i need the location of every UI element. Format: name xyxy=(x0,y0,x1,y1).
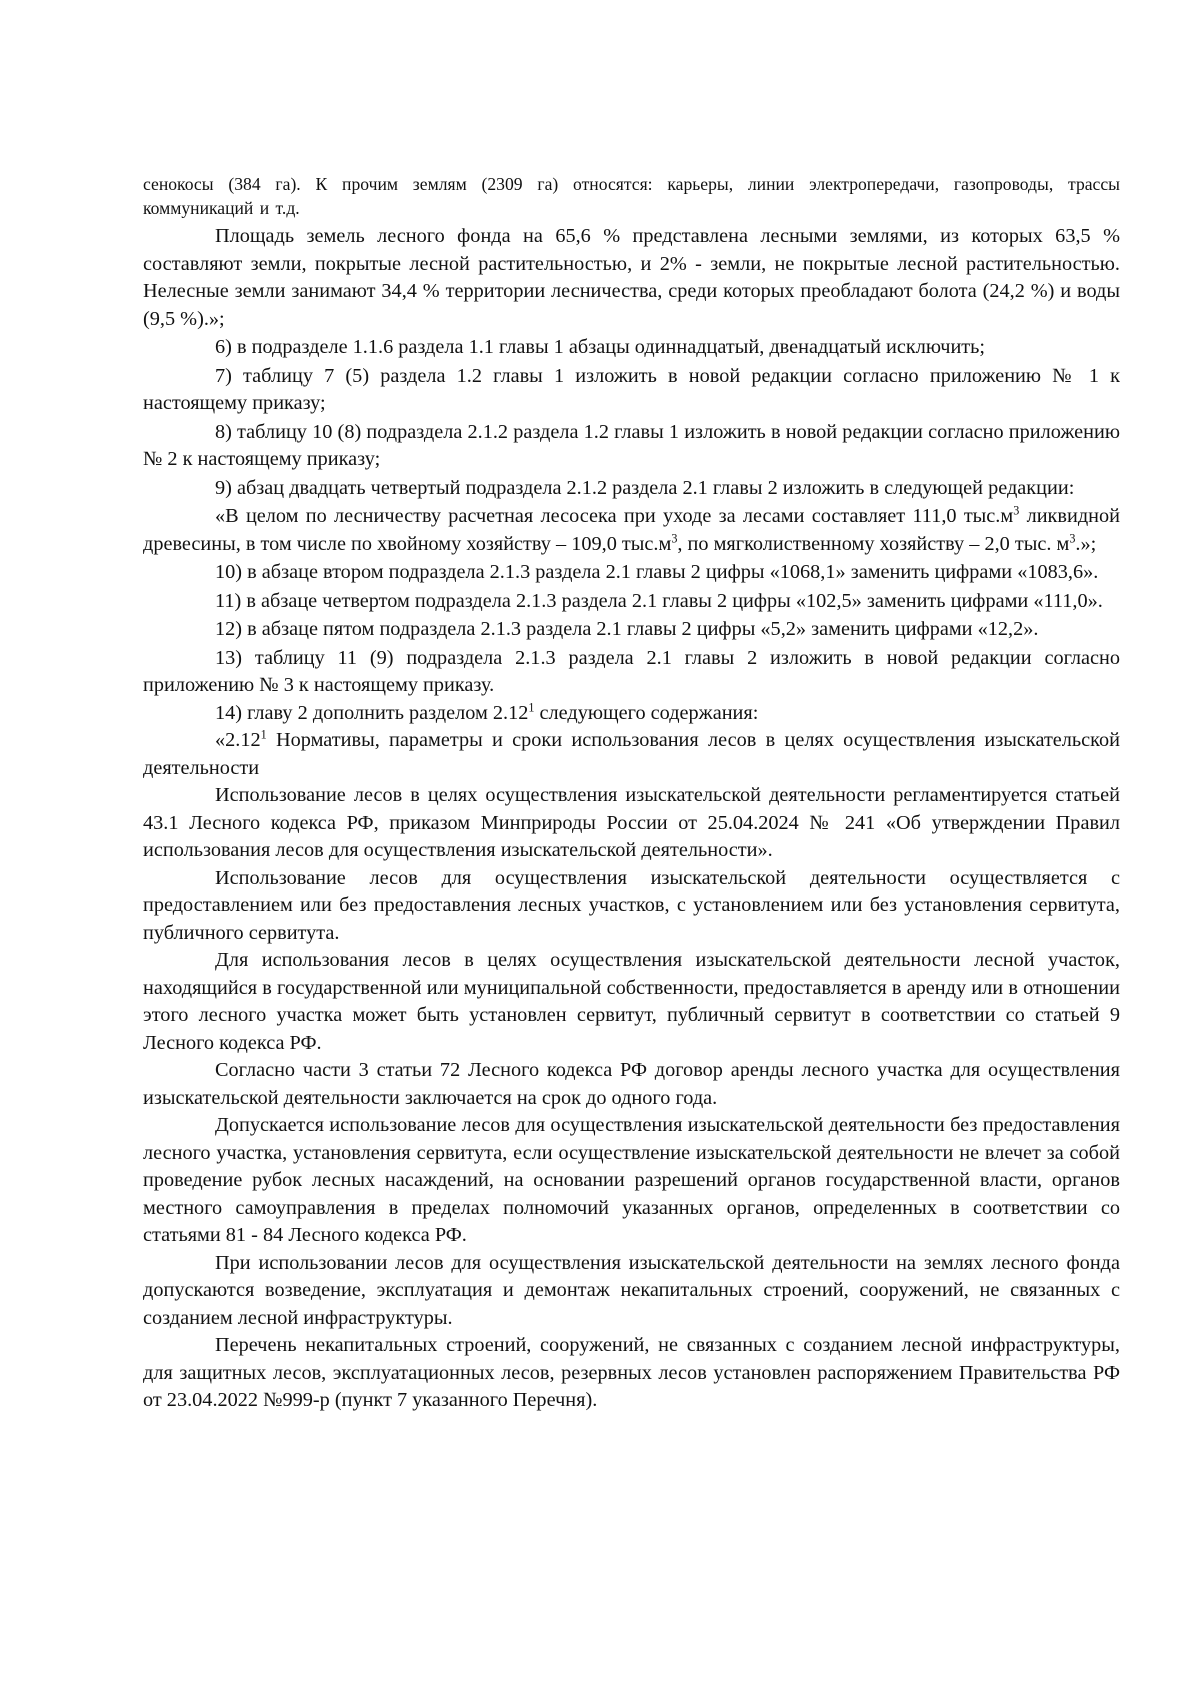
section-heading-number: «2.12 xyxy=(215,729,261,751)
superscript-cubic-3: 3 xyxy=(1069,531,1076,546)
paragraph-structures-list: Перечень некапитальных строений, сооружений, не связанных с созданием лесной инфраструктуры, для защитных лесов, эксплуатационных лесов, резервных лесов установлен распоряжением Правительства РФ от 23.04.2022 №999-р (пункт 7 указанного Перечня). xyxy=(143,1334,1120,1411)
paragraph-item-6: 6) в подразделе 1.1.6 раздела 1.1 главы 1 абзацы одиннадцатый, двенадцатый исключить; xyxy=(215,336,986,358)
paragraph-regulation: Использование лесов в целях осуществления изыскательской деятельности регламентируется статьей 43.1 Лесного кодекса РФ, приказом Минприроды России от 25.04.2024 № 241 «Об утверждении Правил использования лесов для осуществления изыскательской деятельности». xyxy=(143,784,1120,861)
paragraph-without-provision: Допускается использование лесов для осуществления изыскательской деятельности без предоставления лесного участка, установления сервитута, если осуществление изыскательской деятельности не влечет за собой проведение рубок лесных насаждений, на основании разрешений органов государственной власти, органов местного самоуправления в пределах полномочий указанных органов, определенных в соответствии со статьями 81 - 84 Лесного кодекса РФ. xyxy=(143,1114,1120,1246)
section-heading-2-12-1 xyxy=(143,727,1120,782)
superscript-cubic-1: 3 xyxy=(1013,503,1020,518)
paragraph-item-9: 9) абзац двадцать четвертый подраздела 2.1.2 раздела 2.1 главы 2 изложить в следующей редакции: xyxy=(215,476,1075,499)
paragraph-item-8: 8) таблицу 10 (8) подраздела 2.1.2 раздела 1.2 главы 1 изложить в новой редакции согласно приложению № 2 к настоящему приказу; xyxy=(143,420,1120,470)
paragraph-item-10: 10) в абзаце втором подраздела 2.1.3 раздела 2.1 главы 2 цифры «1068,1» заменить цифрами «1083,6». xyxy=(215,561,1099,583)
paragraph-hayfields-other-lands: сенокосы (384 га). К прочим землям (2309 га) относятся: карьеры, линии электропередачи, газопроводы, трассы коммуникаций и т.д. xyxy=(143,174,1120,218)
superscript-cubic-2: 3 xyxy=(671,531,678,546)
paragraph-item-12: 12) в абзаце пятом подраздела 2.1.3 раздела 2.1 главы 2 цифры «5,2» заменить цифрами «12,2». xyxy=(215,618,1039,640)
paragraph-item-7: 7) таблицу 7 (5) раздела 1.2 главы 1 изложить в новой редакции согласно приложению № 1 к настоящему приказу; xyxy=(143,364,1120,414)
superscript-heading-number: 1 xyxy=(260,727,267,742)
paragraph-lease: Для использования лесов в целях осуществления изыскательской деятельности лесной участок, находящийся в государственной или муниципальной собственности, предоставляется в аренду или в отношении этого лесного участка может быть установлен сервитут, публичный сервитут в соответствии со статьей 9 Лесного кодекса РФ. xyxy=(143,949,1120,1054)
item-14-text-a: 14) главу 2 дополнить разделом 2.12 xyxy=(215,701,529,724)
superscript-section-number: 1 xyxy=(528,700,535,715)
paragraph-land-area: Площадь земель лесного фонда на 65,6 % представлена лесными землями, из которых 63,5 % составляют земли, покрытые лесной растительностью, и 2% - земли, не покрытые лесной растительностью. Нелесные земли занимают 34,4 % территории лесничества, среди которых преобладают болота (24,2 %) и воды (9,5 %).»; xyxy=(143,225,1120,330)
cutting-volume-text-a: «В целом по лесничеству расчетная лесосека при уходе за лесами составляет 111,0 тыс.м xyxy=(215,505,1014,527)
paragraph-item-11: 11) в абзаце четвертом подраздела 2.1.3 раздела 2.1 главы 2 цифры «102,5» заменить цифрами «111,0». xyxy=(215,589,1103,612)
cutting-volume-text-c: , по мягколиственному хозяйству – 2,0 тыс. м xyxy=(677,532,1070,555)
item-14-text-b: следующего содержания: xyxy=(534,701,759,724)
cutting-volume-text-b: ликвидной древесины, в том числе по хвойному хозяйству – 109,0 тыс.м xyxy=(143,505,1120,555)
paragraph-non-capital-structures: При использовании лесов для осуществления изыскательской деятельности на землях лесного фонда допускаются возведение, эксплуатация и демонтаж некапитальных строений, сооружений, не связанных с созданием лесной инфраструктуры. xyxy=(143,1251,1120,1329)
section-heading-title: Нормативы, параметры и сроки использования лесов в целях осуществления изыскательской деятельности xyxy=(143,729,1120,779)
paragraph-item-13: 13) таблицу 11 (9) подраздела 2.1.3 раздела 2.1 главы 2 изложить в новой редакции согласно приложению № 3 к настоящему приказу. xyxy=(143,646,1120,696)
paragraph-item-14 xyxy=(143,700,1120,728)
paragraph-cutting-volume xyxy=(143,503,1120,558)
paragraph-use-modes: Использование лесов для осуществления изыскательской деятельности осуществляется с предоставлением или без предоставления лесных участков, с установлением или без установления сервитута, публичного сервитута. xyxy=(143,866,1120,944)
cutting-volume-text-d: .»; xyxy=(1075,532,1097,555)
paragraph-lease-term: Согласно части 3 статьи 72 Лесного кодекса РФ договор аренды лесного участка для осуществления изыскательской деятельности заключается на срок до одного года. xyxy=(143,1059,1120,1109)
